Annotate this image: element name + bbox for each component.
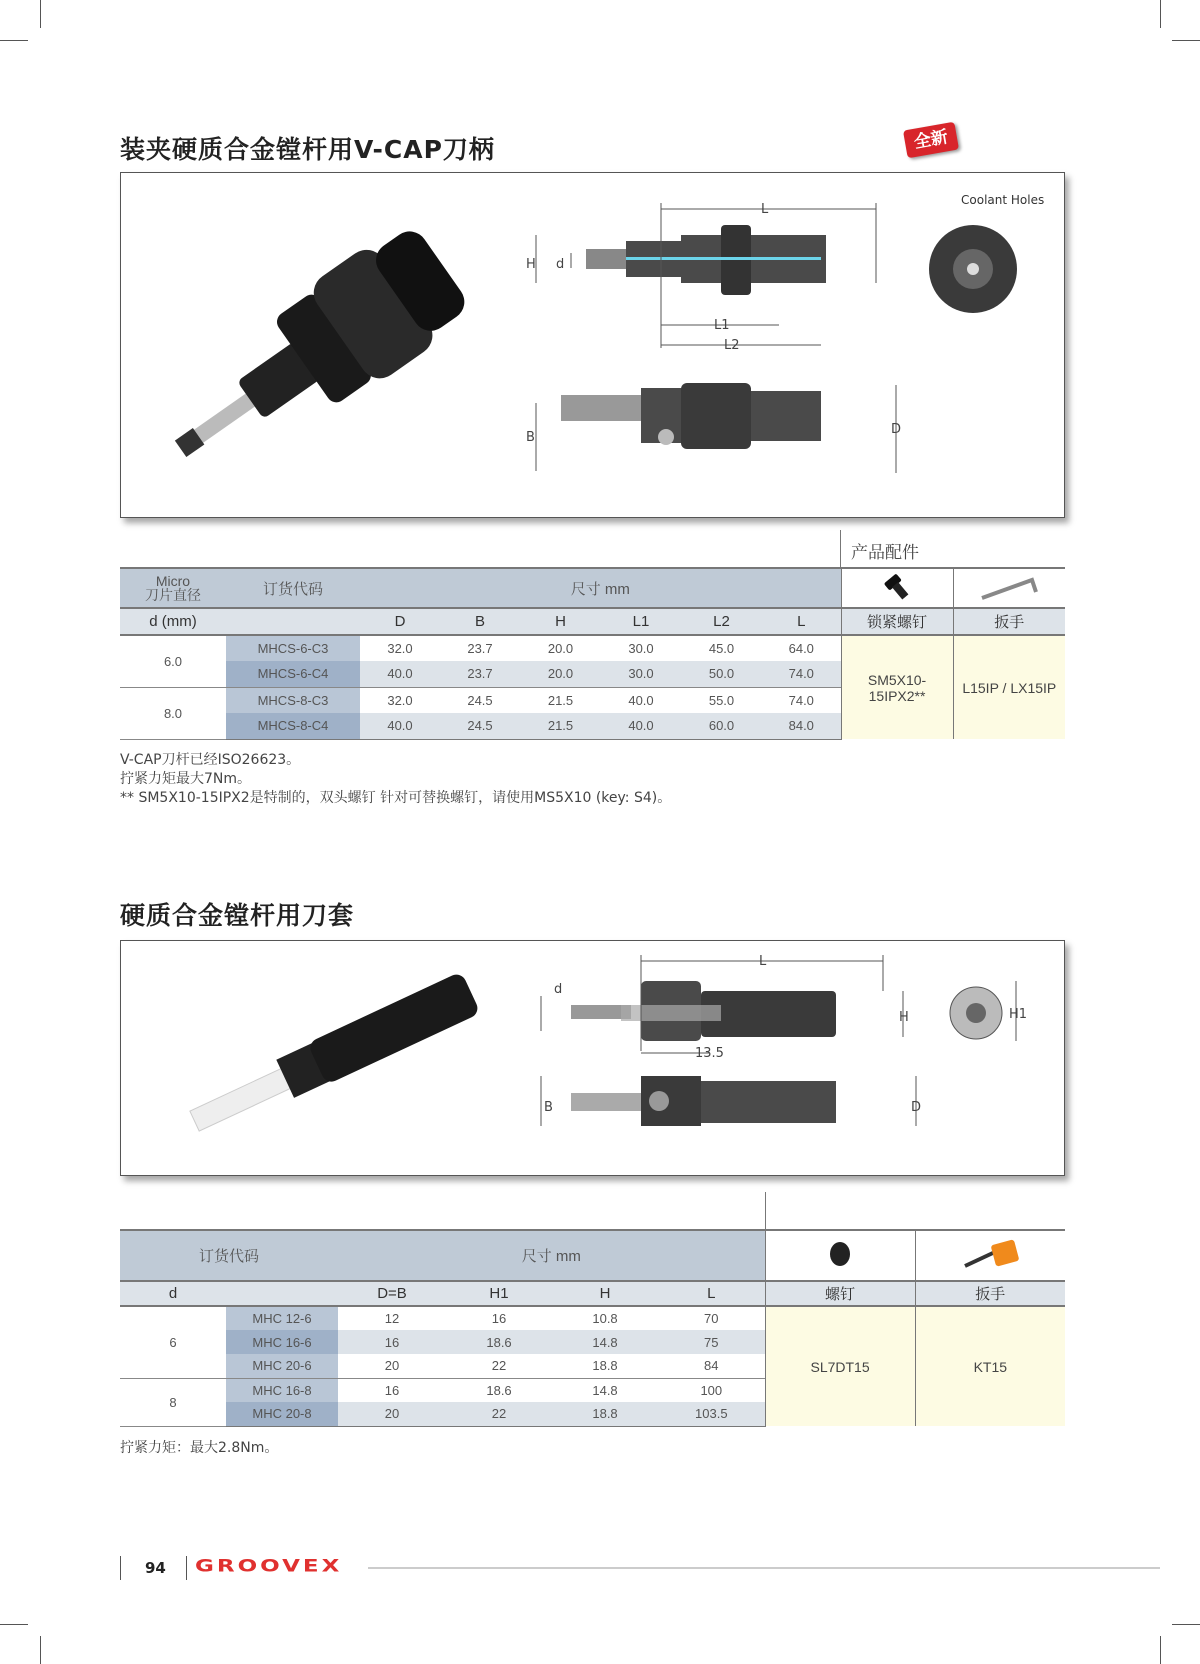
vcap-spec-table xyxy=(120,567,1065,740)
order-code-cell: MHCS-6-C4 xyxy=(226,661,360,687)
subheader-cell: H1 xyxy=(446,1281,552,1306)
dimension-cell: 50.0 xyxy=(681,661,762,687)
dim-label-L: L xyxy=(761,202,769,217)
dimension-cell: 10.8 xyxy=(552,1306,658,1330)
subheader-cell: d (mm) xyxy=(120,608,226,635)
lock-screw-cell: SM5X10-15IPX2** xyxy=(841,635,953,739)
note-1: 拧紧力矩：最大2.8Nm。 xyxy=(120,1440,279,1456)
order-code-cell: MHC 20-6 xyxy=(226,1354,338,1378)
dim-label-D: D xyxy=(891,422,902,437)
header-micro: Micro xyxy=(155,573,191,589)
new-badge: 全新 xyxy=(903,122,959,159)
dimension-cell: 32.0 xyxy=(360,687,440,713)
insert-diameter-cell: 8.0 xyxy=(120,687,226,739)
crop-mark xyxy=(0,40,28,41)
dimension-cell: 55.0 xyxy=(681,687,762,713)
dimension-cell: 30.0 xyxy=(601,661,681,687)
header-order-code: 订货代码 xyxy=(120,1230,338,1281)
dimension-cell: 32.0 xyxy=(360,635,440,661)
dimension-cell: 74.0 xyxy=(762,661,841,687)
header-insert-diameter: 刀片直径 xyxy=(145,587,201,603)
crop-mark xyxy=(1160,0,1161,28)
dimension-cell: 16 xyxy=(338,1330,446,1354)
side-view xyxy=(586,225,826,295)
subheader-cell: 扳手 xyxy=(915,1281,1065,1306)
wrench-cell: L15IP / LX15IP xyxy=(953,635,1065,739)
subheader-cell: 锁紧螺钉 xyxy=(841,608,953,635)
section-title: 硬质合金镗杆用刀套 xyxy=(120,901,355,930)
dimension-cell: 16 xyxy=(338,1378,446,1402)
dimension-cell: 75 xyxy=(658,1330,765,1354)
note-2: 拧紧力矩最大7Nm。 xyxy=(120,771,252,787)
dimension-cell: 64.0 xyxy=(762,635,841,661)
order-code-cell: MHC 20-8 xyxy=(226,1402,338,1426)
dim-label-L2: L2 xyxy=(724,338,740,353)
dim-label-L: L xyxy=(759,954,767,969)
dimension-cell: 23.7 xyxy=(440,635,520,661)
sleeve-spec-table xyxy=(120,1229,1065,1427)
wrench-icon xyxy=(953,568,1065,608)
product-drawing-box xyxy=(120,172,1065,518)
dimension-cell: 20.0 xyxy=(520,635,601,661)
coolant-holes-label: Coolant Holes xyxy=(961,193,1045,207)
dimension-cell: 45.0 xyxy=(681,635,762,661)
dimension-cell: 20 xyxy=(338,1354,446,1378)
product-photo xyxy=(185,971,481,1142)
screw-icon xyxy=(841,568,953,608)
subheader-cell: L1 xyxy=(601,608,681,635)
subheader-cell: L xyxy=(658,1281,765,1306)
subheader-cell: L xyxy=(762,608,841,635)
dimension-cell: 18.6 xyxy=(446,1330,552,1354)
subheader-cell: L2 xyxy=(681,608,762,635)
dimension-cell: 20 xyxy=(338,1402,446,1426)
crop-mark xyxy=(1172,40,1200,41)
subheader-cell: H xyxy=(520,608,601,635)
dim-label-B: B xyxy=(544,1100,553,1115)
dimension-cell: 22 xyxy=(446,1354,552,1378)
dimension-cell: 16 xyxy=(446,1306,552,1330)
header-order-code: 订货代码 xyxy=(226,568,360,608)
dimension-cell: 30.0 xyxy=(601,635,681,661)
wrench-icon xyxy=(915,1230,1065,1281)
subheader-cell: D=B xyxy=(338,1281,446,1306)
order-code-cell: MHCS-8-C3 xyxy=(226,687,360,713)
subheader-cell: d xyxy=(120,1281,226,1306)
dimension-cell: 103.5 xyxy=(658,1402,765,1426)
dimension-cell: 24.5 xyxy=(440,713,520,739)
insert-diameter-cell: 6.0 xyxy=(120,635,226,687)
sleeve-drawing xyxy=(121,941,1066,1177)
crop-mark xyxy=(40,1636,41,1664)
dim-label-L1: L1 xyxy=(714,318,730,333)
set-screw-icon xyxy=(765,1230,915,1281)
crop-mark xyxy=(1172,1624,1200,1625)
vcap-holder-drawing xyxy=(121,173,1066,519)
wrench-cell: KT15 xyxy=(915,1306,1065,1426)
dimension-cell: 23.7 xyxy=(440,661,520,687)
divider xyxy=(765,1192,766,1230)
dimension-cell: 22 xyxy=(446,1402,552,1426)
subheader-cell: D xyxy=(360,608,440,635)
dimension-cell: 40.0 xyxy=(360,661,440,687)
subheader-cell: 螺钉 xyxy=(765,1281,915,1306)
crop-mark xyxy=(40,0,41,28)
dimension-cell: 18.8 xyxy=(552,1354,658,1378)
dimension-cell: 24.5 xyxy=(440,687,520,713)
dim-label-H1: H1 xyxy=(1009,1007,1028,1022)
dim-label-B: B xyxy=(526,430,535,445)
dim-label-d: d xyxy=(556,257,565,272)
order-code-cell: MHC 16-6 xyxy=(226,1330,338,1354)
crop-mark xyxy=(0,1624,28,1625)
order-code-cell: MHC 16-8 xyxy=(226,1378,338,1402)
dimension-cell: 40.0 xyxy=(601,687,681,713)
divider xyxy=(120,1556,121,1580)
dimension-cell: 74.0 xyxy=(762,687,841,713)
note-1: V-CAP刀杆已经ISO26623。 xyxy=(120,752,301,768)
page-number: 94 xyxy=(145,1559,166,1577)
footer-rule xyxy=(368,1567,1160,1569)
brand-logo: GROOVEX xyxy=(195,1556,343,1576)
dim-label-H: H xyxy=(899,1010,909,1025)
subheader-cell: 扳手 xyxy=(953,608,1065,635)
header-dimensions: 尺寸 mm xyxy=(360,568,841,608)
table-row xyxy=(120,1306,1065,1330)
dim-label-D: D xyxy=(911,1100,922,1115)
diameter-cell: 6 xyxy=(120,1306,226,1378)
dim-label-13-5: 13.5 xyxy=(695,1046,724,1061)
dimension-cell: 21.5 xyxy=(520,687,601,713)
dimension-cell: 18.8 xyxy=(552,1402,658,1426)
subheader-cell xyxy=(226,1281,338,1306)
header-dimensions: 尺寸 mm xyxy=(338,1230,765,1281)
dimension-cell: 84 xyxy=(658,1354,765,1378)
order-code-cell: MHCS-8-C4 xyxy=(226,713,360,739)
divider xyxy=(186,1556,187,1580)
dimension-cell: 12 xyxy=(338,1306,446,1330)
subheader-cell: B xyxy=(440,608,520,635)
subheader-cell xyxy=(226,608,360,635)
dimension-cell: 100 xyxy=(658,1378,765,1402)
table-row xyxy=(120,635,1065,661)
subheader-cell: H xyxy=(552,1281,658,1306)
order-code-cell: MHC 12-6 xyxy=(226,1306,338,1330)
order-code-cell: MHCS-6-C3 xyxy=(226,635,360,661)
dimension-cell: 21.5 xyxy=(520,713,601,739)
dimension-cell: 40.0 xyxy=(601,713,681,739)
dimension-cell: 20.0 xyxy=(520,661,601,687)
dimension-cell: 70 xyxy=(658,1306,765,1330)
note-3: ** SM5X10-15IPX2是特制的，双头螺钉 针对可替换螺钉，请使用MS5X10 (key: S4)。 xyxy=(120,790,672,806)
dimension-cell: 84.0 xyxy=(762,713,841,739)
dimension-cell: 60.0 xyxy=(681,713,762,739)
divider xyxy=(840,530,841,568)
accessory-label: 产品配件 xyxy=(851,543,919,563)
product-photo xyxy=(146,216,477,498)
dimension-cell: 40.0 xyxy=(360,713,440,739)
crop-mark xyxy=(1160,1636,1161,1664)
dimension-cell: 18.6 xyxy=(446,1378,552,1402)
top-view xyxy=(561,383,821,449)
dim-label-d: d xyxy=(554,982,563,997)
sleeve-drawing-box xyxy=(120,940,1065,1176)
diameter-cell: 8 xyxy=(120,1378,226,1426)
section-title: 装夹硬质合金镗杆用V-CAP刀柄 xyxy=(120,135,495,164)
dim-label-H: H xyxy=(526,257,536,272)
screw-cell: SL7DT15 xyxy=(765,1306,915,1426)
dimension-cell: 14.8 xyxy=(552,1330,658,1354)
dimension-cell: 14.8 xyxy=(552,1378,658,1402)
